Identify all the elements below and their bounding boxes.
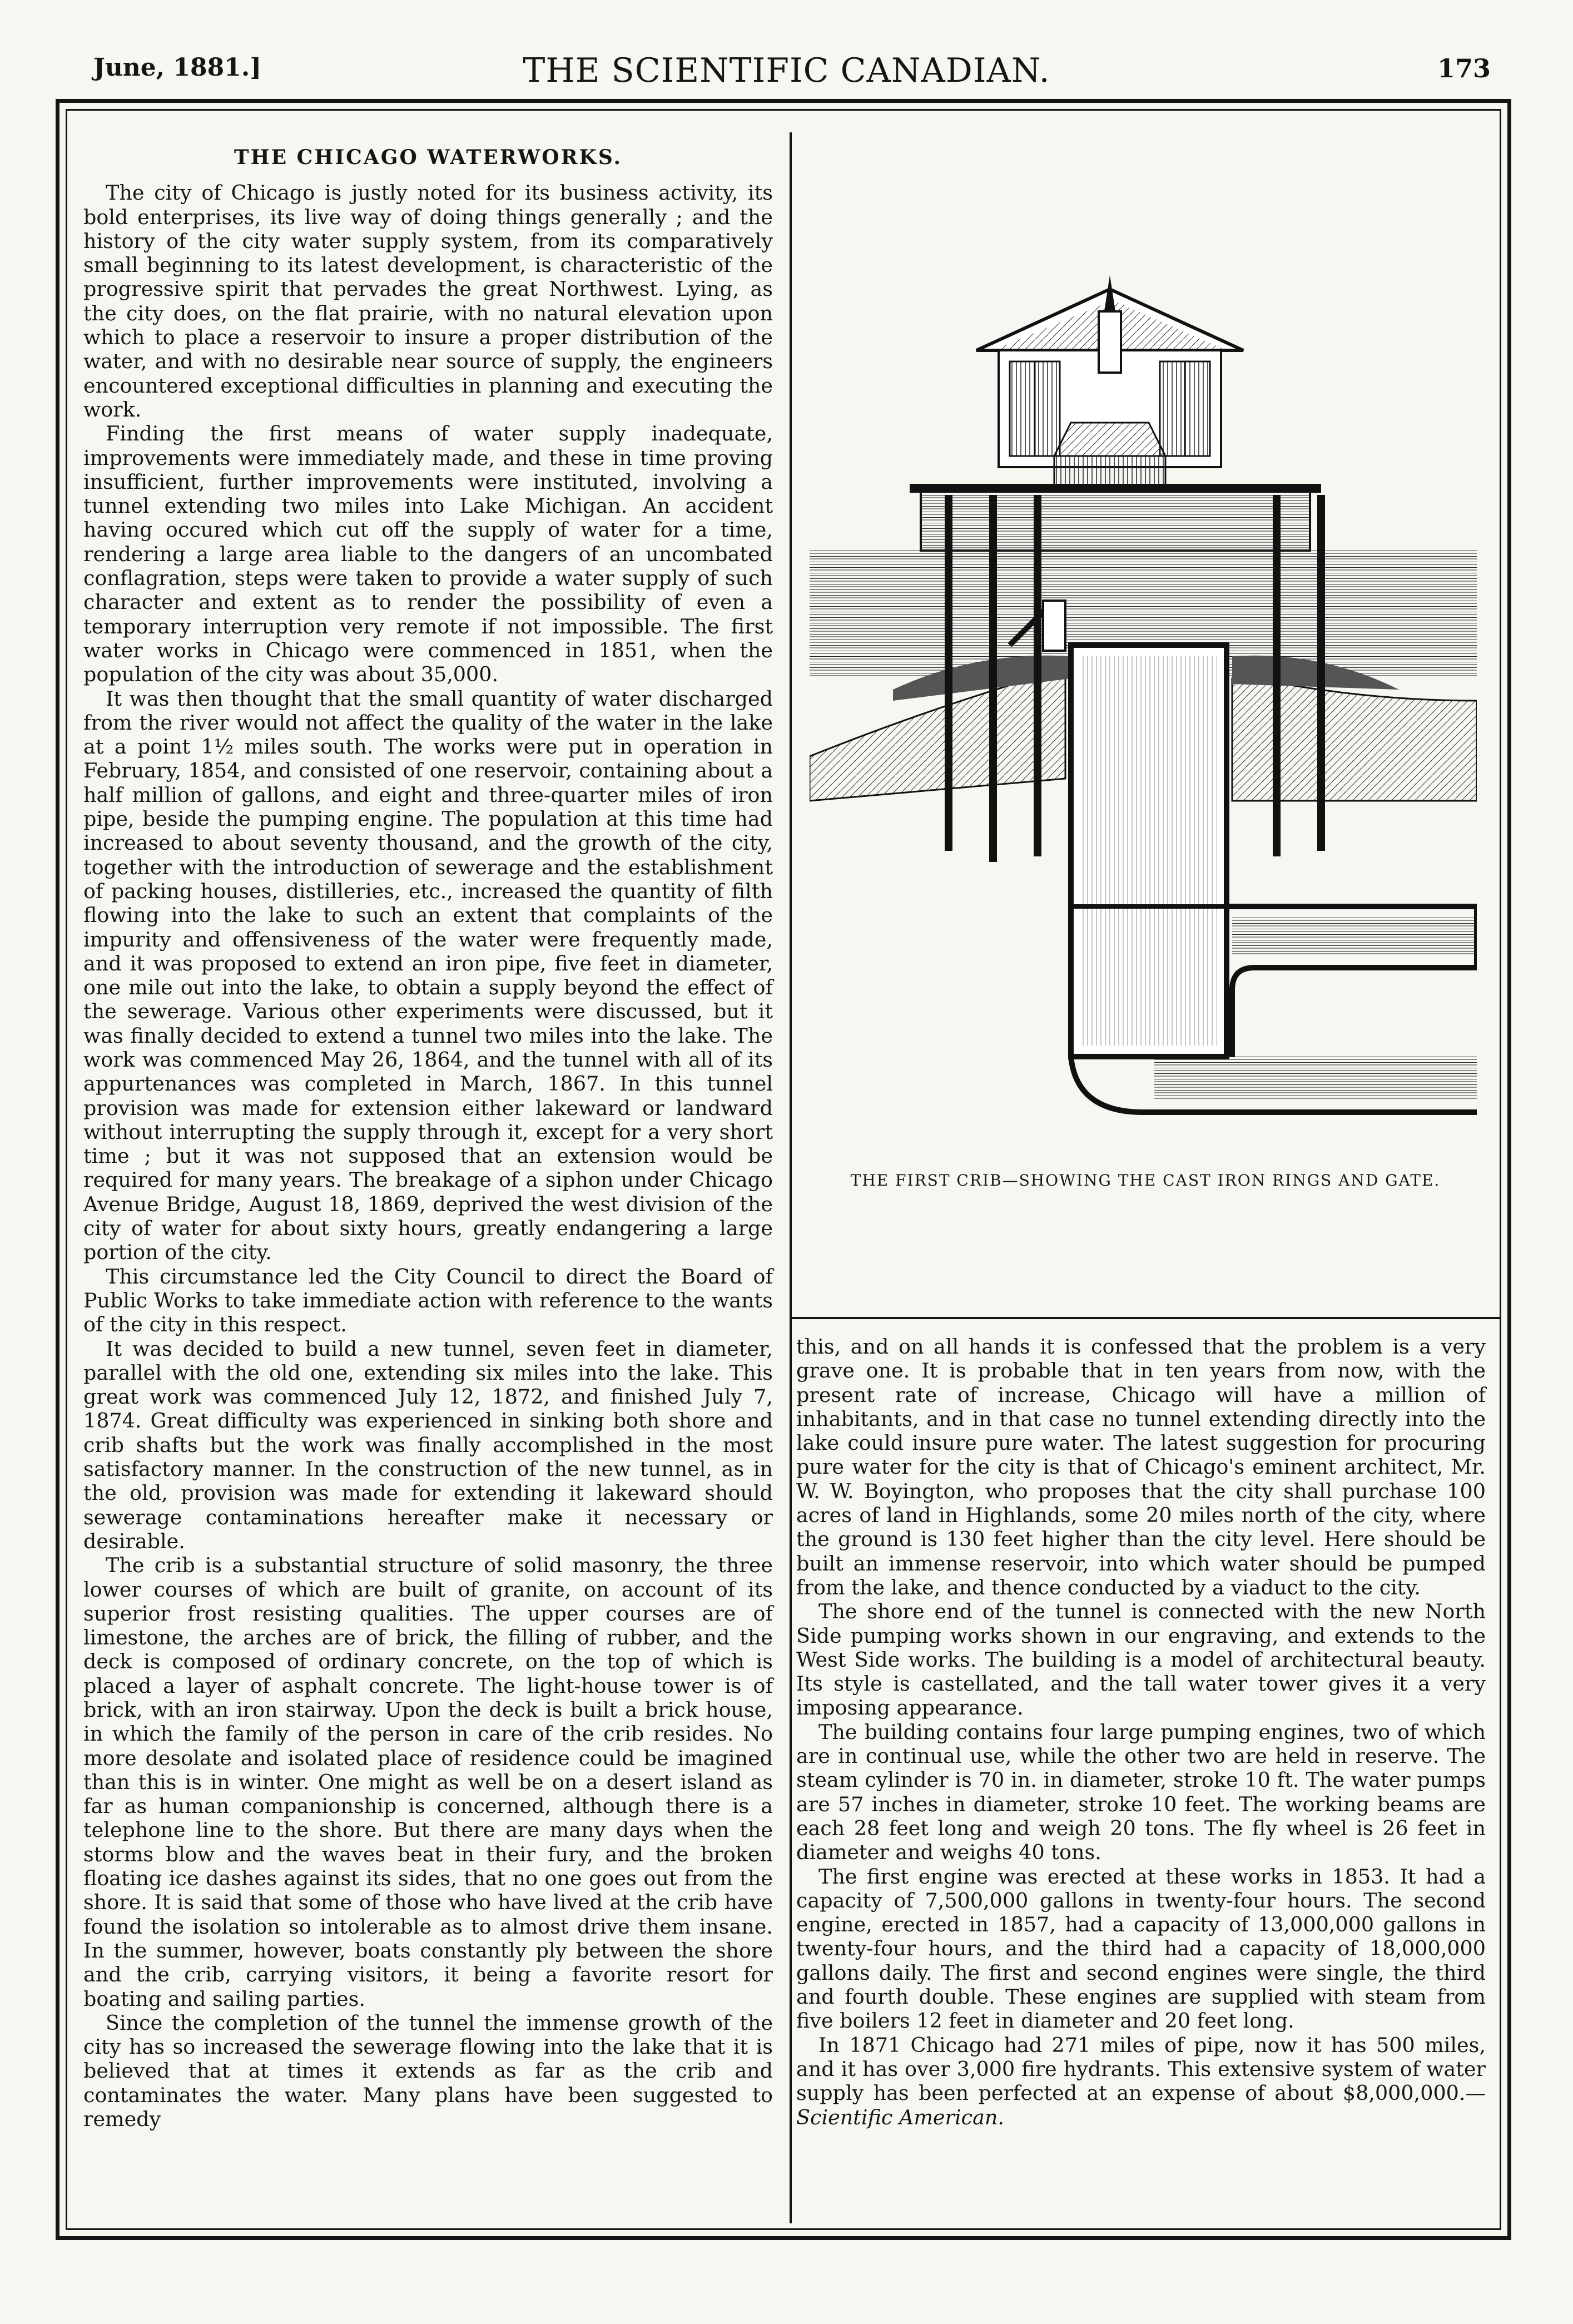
column-rule (790, 132, 792, 2223)
journal-title: THE SCIENTIFIC CANADIAN. (523, 51, 1050, 90)
running-head (0, 53, 1573, 103)
paragraph: The building contains four large pumping engines, two of which are in continual use, while the other two are held in reserve. The steam cylinder is 70 in. in diameter, stroke 10 ft. The water pumps are 57 inches in diameter, stroke 10 feet. The working beams are each 28 feet long and weigh 20 tons. The fly wheel is 26 feet in diameter and weighs 40 tons. (796, 1720, 1486, 1865)
paragraph: Finding the first means of water supply inadequate, improvements were immediately made, and these in time proving insufficient, further improvements were instituted, involving a tunnel extending two miles into Lake Michigan. An accident having occured which cut off the supply of water for a time, rendering a large area liable to the dangers of an uncombated conflagration, steps were taken to provide a water supply of such character and extent as to render the possibility of even a temporary interruption very remote if not impossible. The first water works in Chicago were commenced in 1851, when the population of the city was about 35,000. (83, 422, 773, 687)
paragraph: this, and on all hands it is confessed that the problem is a very grave one. It is probable that in ten years from now, with the present rate of increase, Chicago will have a million of inhabitants, and in that case no tunnel extending directly into the lake could insure pure water. The latest suggestion for procuring pure water for the city is that of Chicago's eminent architect, Mr. W. W. Boyington, who proposes that the city shall purchase 100 acres of land in Highlands, some 20 miles north of the city, where the ground is 130 feet higher than the city level. Here should be built an immense reservoir, into which water should be pumped from the lake, and thence conducted by a viaduct to the city. (796, 1335, 1486, 1599)
crib-house (976, 275, 1243, 489)
paragraph: The first engine was erected at these works in 1853. It had a capacity of 7,500,000 gallons in twenty-four hours. The second engine, erected in 1857, had a capacity of 13,000,000 gallons in twenty-four hours, and the third had a capacity of 18,000,000 gallons daily. The first and second engines were single, the third and fourth double. These engines are supplied with steam from five boilers 12 feet in diameter and 20 feet long. (796, 1864, 1486, 2033)
paragraph: The shore end of the tunnel is connected with the new North Side pumping works shown in our engraving, and extends to the West Side works. The building is a model of architectural beauty. Its style is castellated, and the tall water tower gives it a very imposing appearance. (796, 1599, 1486, 1720)
paragraph: This circumstance led the City Council to direct the Board of Public Works to take immediate action with reference to the wants of the city in this respect. (83, 1264, 773, 1337)
left-column (83, 139, 773, 2131)
source-credit: Scientific American. (796, 2105, 1004, 2129)
paragraph: The city of Chicago is justly noted for its business activity, its bold enterprises, its live way of doing things generally ; and the history of the city water supply system, from its comparatively small beginning to its latest development, is characteristic of the progressive spirit that pervades the great Northwest. Lying, as the city does, on the flat prairie, with no natural elevation upon which to place a reservoir to insure a proper distribution of the water, and with no desirable near source of supply, the engineers encountered exceptional difficulties in planning and executing the work. (83, 181, 773, 422)
issue-date: June, 1881.] (93, 53, 262, 82)
crib-deck (910, 484, 1321, 551)
illustration-caption: THE FIRST CRIB—SHOWING THE CAST IRON RINGS AND GATE. (850, 1171, 1441, 1190)
right-column (796, 1335, 1486, 2129)
crib-engraving (810, 222, 1477, 1134)
paragraph: Since the completion of the tunnel the immense growth of the city has so increased the sewerage flowing into the lake that it is believed that at times it extends as far as the crib and contaminates the water. Many plans have been suggested to remedy (83, 2010, 773, 2132)
article-title: THE CHICAGO WATERWORKS. (234, 146, 623, 169)
paragraph: It was then thought that the small quantity of water discharged from the river would not affect the quality of the water in the lake at a point 1½ miles south. The works were put in operation in February, 1854, and consisted of one reservoir, containing about a half million of gallons, and eight and three-quarter miles of iron pipe, beside the pumping engine. The population at this time had increased to about seventy thousand, and the growth of the city, together with the introduction of sewerage and the establishment of packing houses, distilleries, etc., increased the quantity of filth flowing into the lake to such an extent that complaints of the impurity and offensiveness of the water were frequently made, and it was proposed to extend an iron pipe, five feet in diameter, one mile out into the lake, to obtain a supply beyond the effect of the sewerage. Various other experiments were discussed, but it was finally decided to extend a tunnel two miles into the lake. The work was commenced May 26, 1864, and the tunnel with all of its appurtenances was completed in March, 1867. In this tunnel provision was made for extension either lakeward or landward without interrupting the supply through it, except for a very short time ; but it was not supposed that an extension would be required for many years. The breakage of a siphon under Chicago Avenue Bridge, August 18, 1869, deprived the west division of the city of water for about sixty hours, greatly endangering a large portion of the city. (83, 686, 773, 1265)
page-number: 173 (1437, 53, 1491, 83)
paragraph: It was decided to build a new tunnel, seven feet in diameter, parallel with the old one, extending six miles into the lake. This great work was commenced July 12, 1872, and finished July 7, 1874. Great difficulty was experienced in sinking both shore and crib shafts but the work was finally accomplished in the most satisfactory manner. In the construction of the new tunnel, as in the old, provision was made for extending it lakeward should sewerage contaminations hereafter make it necessary or desirable. (83, 1336, 773, 1553)
illustration-bottom-rule (792, 1317, 1501, 1319)
closing-paragraph-text: In 1871 Chicago had 271 miles of pipe, now it has 500 miles, and it has over 3,000 fire hydrants. This extensive system of water supply has been perfected at an expense of about $8,000,000.— (796, 2033, 1486, 2105)
paragraph: The crib is a substantial structure of solid masonry, the three lower courses of which are built of granite, on account of its superior frost resisting qualities. The upper courses are of limestone, the arches are of brick, the filling of rubber, and the deck is composed of ordinary concrete, on the top of which is placed a layer of asphalt concrete. The light-house tower is of brick, with an iron stairway. Upon the deck is built a brick house, in which the family of the person in care of the crib resides. No more desolate and isolated place of residence could be imagined than this is in winter. One might as well be on a desert island as far as human companionship is concerned, although there is a telephone line to the shore. But there are many days when the storms blow and the waves beat in their fury, and the broken floating ice dashes against its sides, that no one goes out from the shore. It is said that some of those who have lived at the crib have found the isolation so intolerable as to almost drive them insane. In the summer, however, boats constantly ply between the shore and the crib, carrying visitors, it being a favorite resort for boating and sailing parties. (83, 1553, 773, 2011)
paragraph (796, 2033, 1486, 2129)
